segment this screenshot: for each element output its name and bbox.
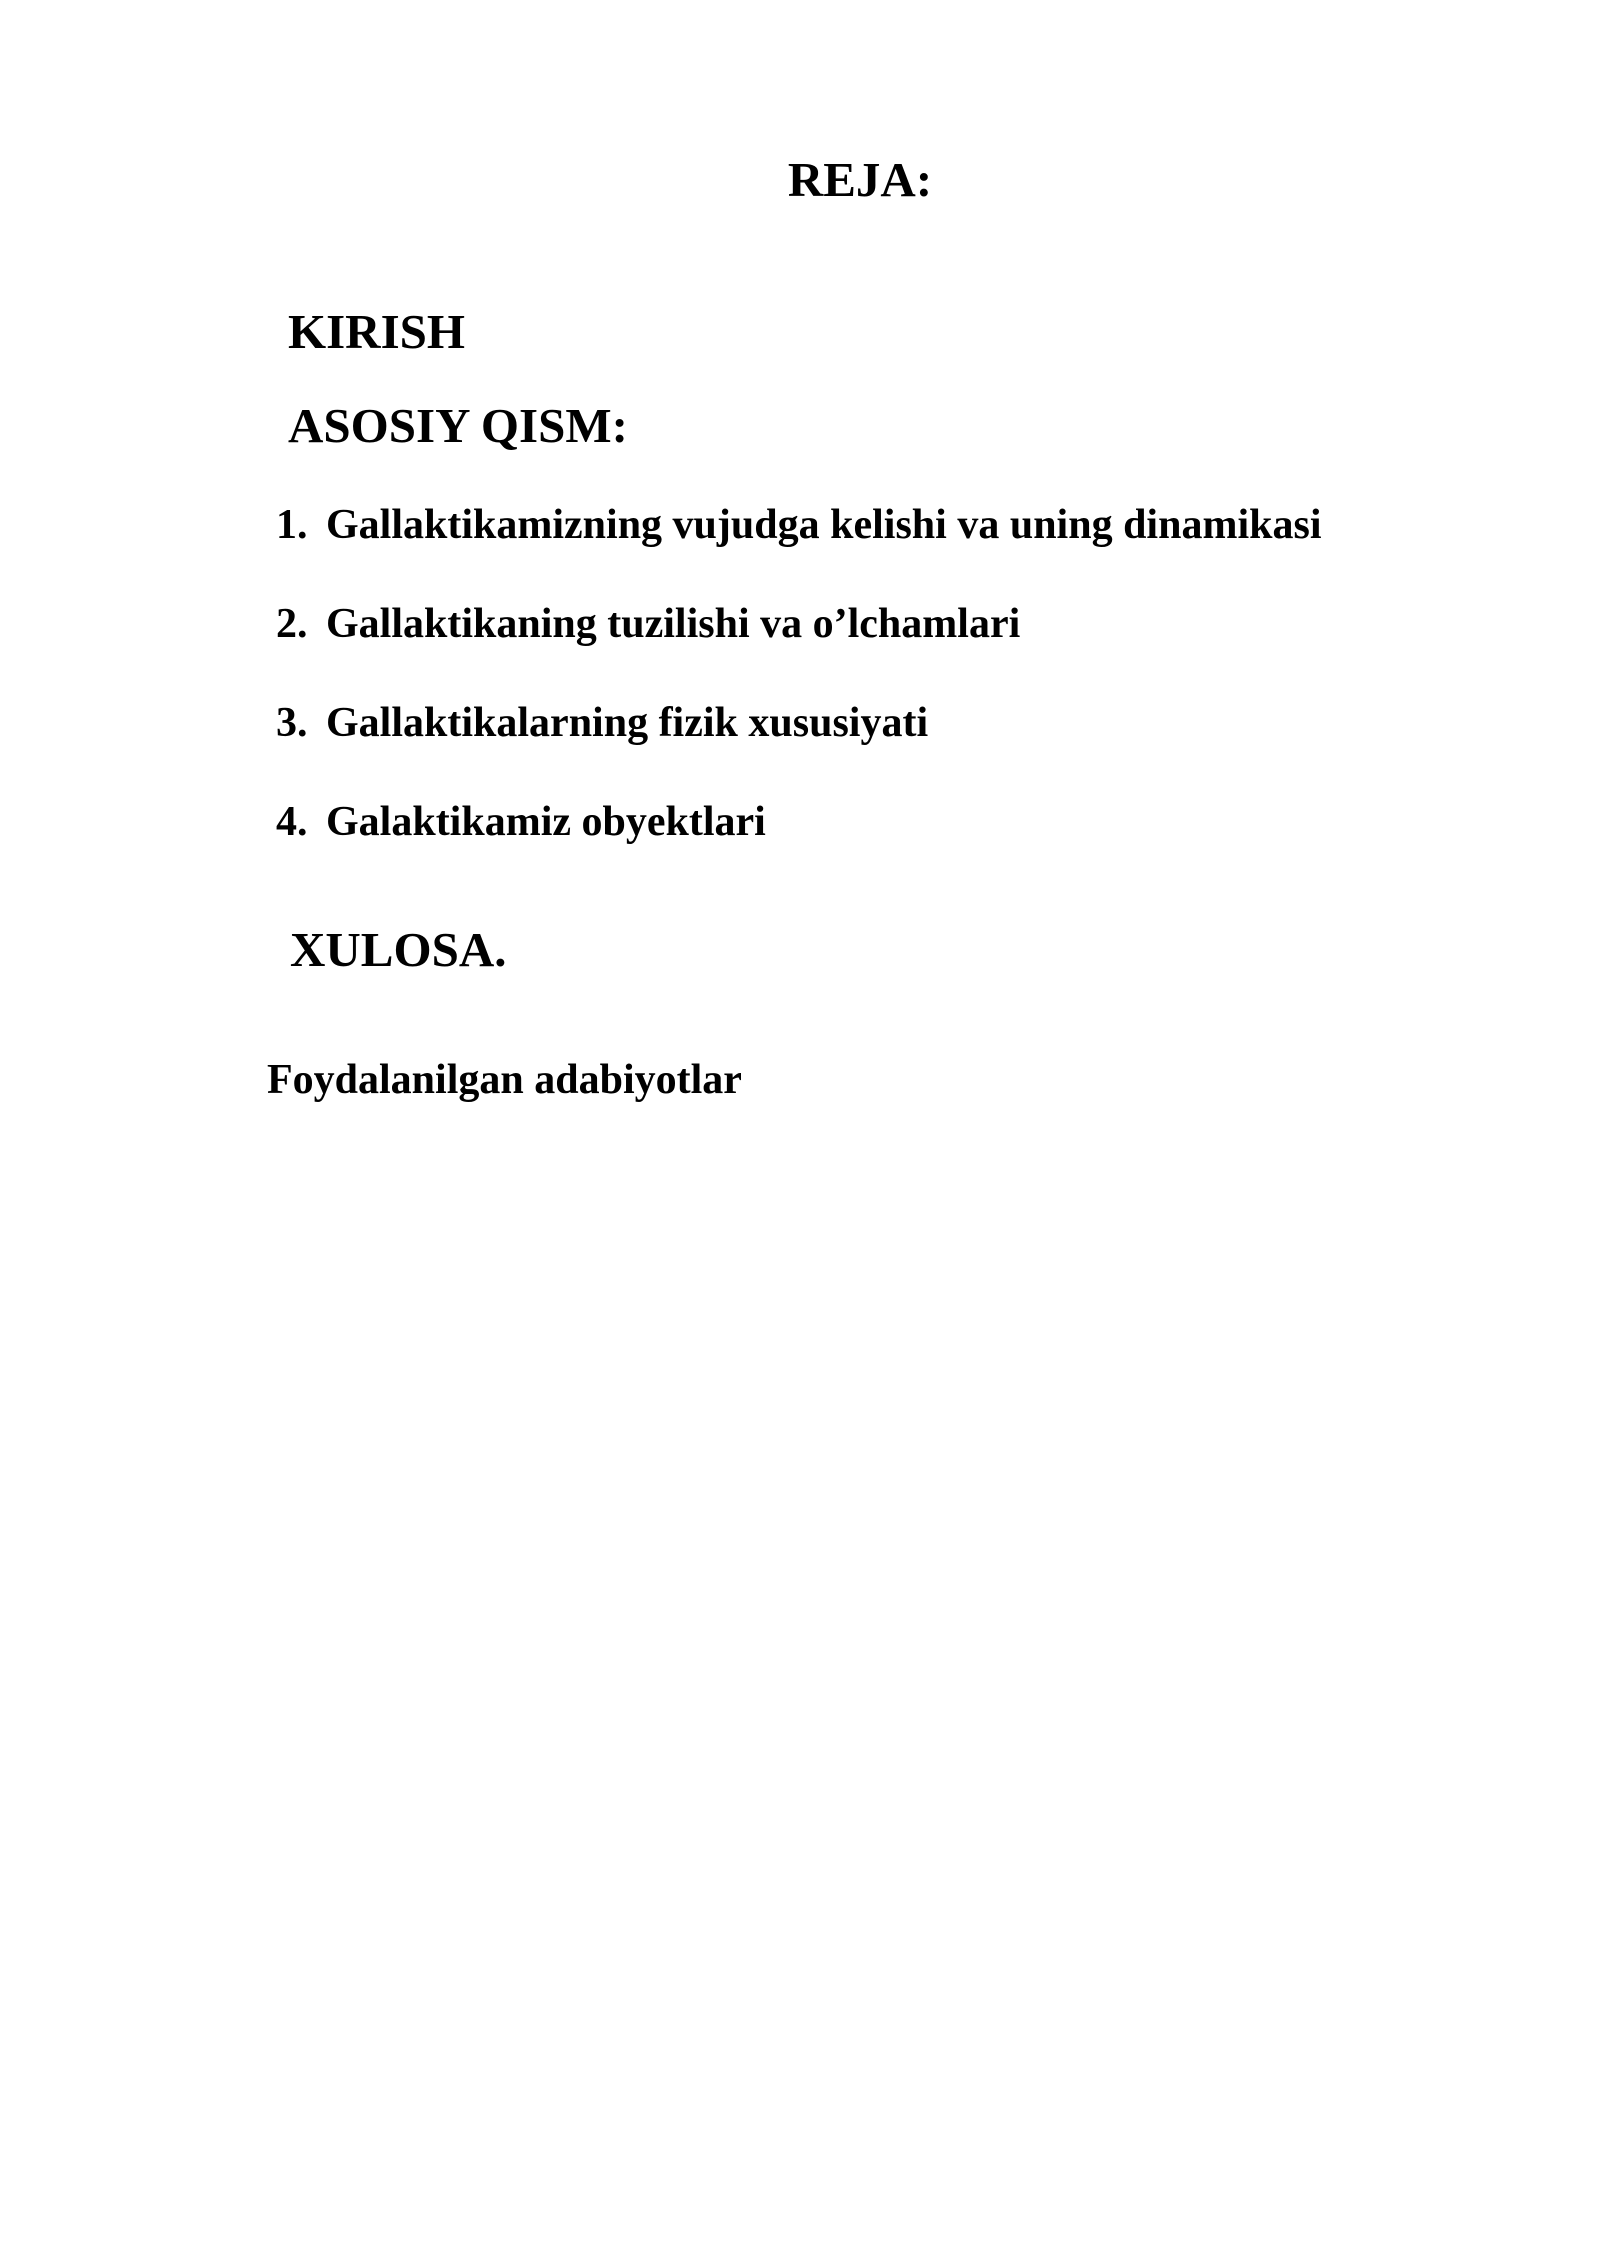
references-heading: Foydalanilgan adabiyotlar [267, 1057, 742, 1103]
plan-item-1 [276, 497, 1322, 596]
conclusion-heading: XULOSA. [290, 922, 507, 977]
plan-item-text: Gallaktikalarning fizik xususiyati [326, 700, 929, 746]
plan-item-number: 3. [276, 700, 308, 746]
intro-heading: KIRISH [288, 304, 466, 359]
plan-item-4 [276, 794, 1322, 893]
plan-item-3 [276, 695, 1322, 794]
plan-item-text: Galaktikamiz obyektlari [326, 799, 766, 845]
main-section-heading: ASOSIY QISM: [288, 398, 628, 453]
plan-item-number: 2. [276, 601, 308, 647]
plan-item-text: Gallaktikaning tuzilishi va o’lchamlari [326, 601, 1021, 647]
plan-item-number: 1. [276, 502, 308, 548]
plan-item-number: 4. [276, 799, 308, 845]
plan-item-2 [276, 596, 1322, 695]
plan-item-text: Gallaktikamizning vujudga kelishi va uning dinamikasi [326, 502, 1322, 548]
page-title: REJA: [787, 152, 933, 207]
plan-list [276, 497, 1322, 893]
